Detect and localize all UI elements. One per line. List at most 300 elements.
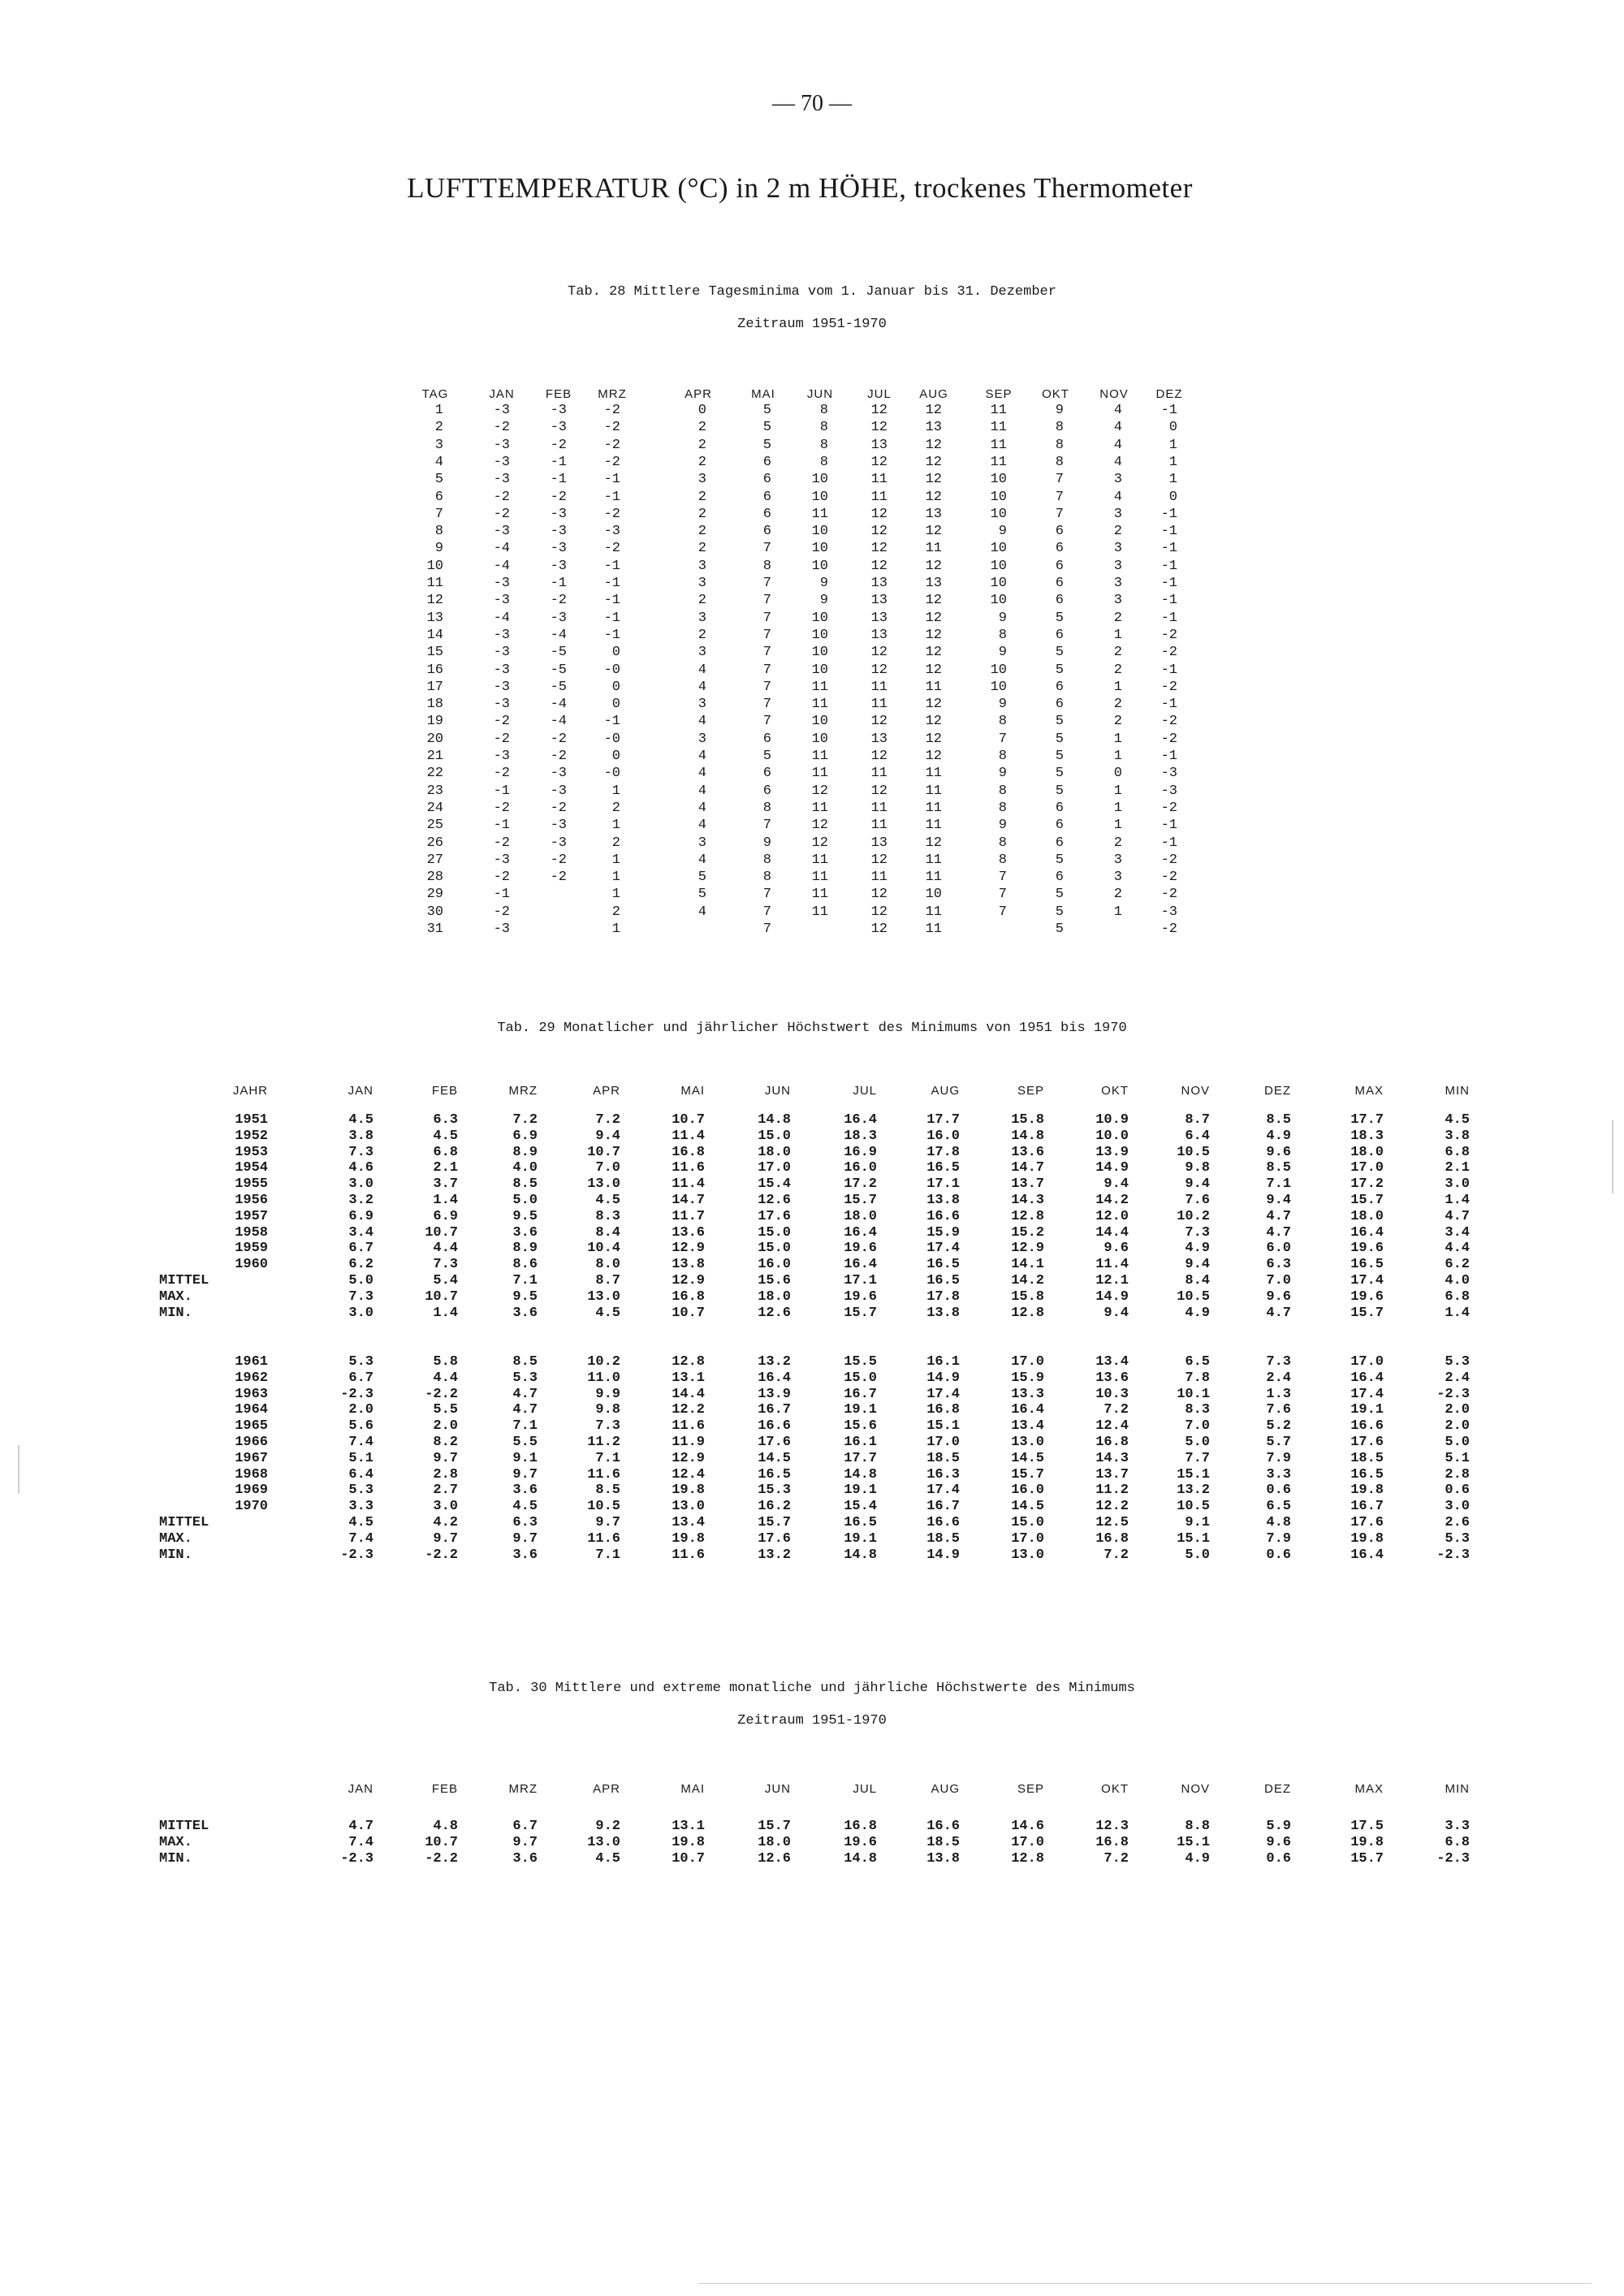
tab29-cell: 0.6 bbox=[1266, 1547, 1291, 1563]
tab28-cell: 1 bbox=[1113, 627, 1122, 643]
tab29-cell: 9.1 bbox=[512, 1450, 538, 1466]
tab28-cell: -3 bbox=[493, 852, 510, 868]
tab29-cell: -2.3 bbox=[340, 1386, 374, 1402]
tab28-cell: 12 bbox=[925, 627, 942, 643]
tab29-cell: 15.6 bbox=[844, 1418, 877, 1435]
tab29-cell: 13.4 bbox=[1095, 1354, 1129, 1370]
tab29-cell: 15.8 bbox=[1011, 1288, 1044, 1305]
tab28-cell: -1 bbox=[1160, 403, 1177, 418]
tab28-cell: -3 bbox=[1160, 904, 1177, 920]
tab28-cell: 7 bbox=[1055, 489, 1064, 505]
tab29-cell: 15.1 bbox=[926, 1418, 960, 1435]
tab29-cell: 8.4 bbox=[595, 1224, 620, 1241]
tab30-cell: 9.6 bbox=[1266, 1834, 1291, 1850]
tab30-cell: -2.2 bbox=[425, 1850, 458, 1867]
tab30-cell: 7.2 bbox=[1104, 1850, 1129, 1867]
tab29-cell: 14.8 bbox=[844, 1466, 877, 1482]
tab29-cell: 16.6 bbox=[1350, 1418, 1384, 1435]
tab28-cell: 12 bbox=[870, 541, 888, 557]
tab29-cell: 1.4 bbox=[433, 1305, 458, 1321]
tab29-cell: 13.2 bbox=[1177, 1482, 1210, 1499]
tab28-cell: 27 bbox=[426, 852, 443, 868]
tab29-cell: 13.7 bbox=[1095, 1466, 1129, 1482]
tab30-cell: 12.6 bbox=[758, 1850, 791, 1867]
tab29-cell: 17.2 bbox=[1350, 1176, 1384, 1193]
tab28-cell: 12 bbox=[925, 524, 942, 540]
tab29-header-apr: APR bbox=[593, 1084, 620, 1098]
tab29-cell: 17.6 bbox=[1350, 1515, 1384, 1530]
tab29-cell: 13.8 bbox=[672, 1257, 705, 1273]
tab29-header-max: MAX bbox=[1354, 1084, 1384, 1098]
tab28-cell: -1 bbox=[603, 627, 620, 643]
tab29-cell: 12.8 bbox=[1011, 1305, 1044, 1321]
tab29-cell: 9.7 bbox=[512, 1466, 538, 1482]
tab29-cell: 15.0 bbox=[844, 1370, 877, 1386]
tab28-cell: 6 bbox=[1055, 524, 1064, 540]
tab29-cell: 7.1 bbox=[512, 1418, 538, 1435]
tab30-cell: 18.5 bbox=[926, 1834, 960, 1850]
tab29-cell: 3.3 bbox=[348, 1499, 374, 1515]
tab29-cell: 3.0 bbox=[1445, 1499, 1470, 1515]
tab29-cell: 5.5 bbox=[433, 1402, 458, 1418]
tab28-cell: 11 bbox=[925, 783, 942, 799]
tab29-cell: 15.7 bbox=[1350, 1305, 1384, 1321]
tab30-row-label: MIN. bbox=[159, 1850, 192, 1867]
tab28-cell: 6 bbox=[1055, 558, 1064, 574]
tab29-cell: 9.8 bbox=[1185, 1160, 1210, 1176]
tab29-cell: 16.5 bbox=[1350, 1257, 1384, 1273]
tab30-header-aug: AUG bbox=[931, 1782, 960, 1796]
tab29-cell: 0.6 bbox=[1445, 1482, 1470, 1499]
tab29-cell: 13.2 bbox=[758, 1354, 791, 1370]
tab29-cell: 0.6 bbox=[1266, 1482, 1291, 1499]
tab28-cell: -2 bbox=[493, 800, 510, 816]
tab28-cell: 11 bbox=[811, 679, 828, 695]
tab30-cell: 13.0 bbox=[587, 1834, 620, 1850]
tab28-cell: 2 bbox=[1113, 887, 1122, 903]
tab30-cell: -2.3 bbox=[340, 1850, 374, 1867]
tab29-cell: 14.5 bbox=[1011, 1450, 1044, 1466]
tab28-cell: -2 bbox=[603, 403, 620, 418]
tab28-cell: -2 bbox=[1160, 800, 1177, 816]
tab28-cell: 3 bbox=[1113, 852, 1122, 868]
tab28-cell: 12 bbox=[870, 558, 888, 574]
tab29-cell: 4.5 bbox=[1445, 1112, 1470, 1128]
tab29-cell: 16.4 bbox=[1011, 1402, 1044, 1418]
tab28-cell: 5 bbox=[1055, 731, 1064, 747]
tab29-cell: 7.7 bbox=[1185, 1450, 1210, 1466]
tab28-cell: 11 bbox=[925, 870, 942, 886]
tab28-cell: 3 bbox=[1113, 541, 1122, 557]
tab28-cell: 0 bbox=[1168, 420, 1177, 436]
tab29-cell: 19.6 bbox=[1350, 1288, 1384, 1305]
tab29-cell: 18.5 bbox=[926, 1530, 960, 1547]
tab29-cell: 16.9 bbox=[844, 1144, 877, 1160]
tab29-cell: 16.4 bbox=[1350, 1547, 1384, 1563]
tab29-header-sep: SEP bbox=[1017, 1084, 1044, 1098]
tab29-cell: 2.8 bbox=[433, 1466, 458, 1482]
tab30-header-mrz: MRZ bbox=[508, 1782, 538, 1796]
tab29-cell: 9.5 bbox=[512, 1208, 538, 1224]
tab29-cell: 13.4 bbox=[1011, 1418, 1044, 1435]
tab28-cell: -3 bbox=[493, 437, 510, 453]
tab28-cell: 10 bbox=[990, 593, 1007, 609]
tab28-cell: 10 bbox=[925, 887, 942, 903]
tab29-cell: 16.8 bbox=[1095, 1435, 1129, 1450]
tab28-cell: 5 bbox=[1055, 904, 1064, 920]
tab29-cell: 9.4 bbox=[595, 1128, 620, 1144]
tab28-cell: 6 bbox=[762, 524, 771, 540]
tab28-cell: 3 bbox=[698, 697, 706, 713]
tab29-cell: 9.5 bbox=[512, 1288, 538, 1305]
tab29-cell: 11.6 bbox=[672, 1418, 705, 1435]
tab29-cell: 5.3 bbox=[1445, 1354, 1470, 1370]
tab28-header-jul: JUL bbox=[867, 387, 892, 401]
tab28-cell: 4 bbox=[698, 679, 706, 695]
tab30-cell: 15.1 bbox=[1177, 1834, 1210, 1850]
tab29-cell: 9.6 bbox=[1266, 1144, 1291, 1160]
tab29-cell: 7.6 bbox=[1185, 1193, 1210, 1208]
tab28-cell: 9 bbox=[998, 610, 1007, 626]
tab28-cell: 12 bbox=[870, 524, 888, 540]
scan-edge-right bbox=[1612, 1120, 1613, 1193]
tab28-cell: 1 bbox=[1113, 749, 1122, 764]
tab30-cell: 17.5 bbox=[1350, 1819, 1384, 1834]
tab28-cell: 1 bbox=[611, 852, 620, 868]
tab29-cell: 4.2 bbox=[433, 1515, 458, 1530]
tab28-cell: 13 bbox=[870, 731, 888, 747]
tab29-cell: 1969 bbox=[235, 1482, 268, 1499]
tab29-cell: 16.5 bbox=[1350, 1466, 1384, 1482]
tab30-cell: 14.6 bbox=[1011, 1819, 1044, 1834]
tab28-cell: -3 bbox=[493, 403, 510, 418]
tab28-cell: 10 bbox=[811, 610, 828, 626]
tab28-cell: 4 bbox=[1113, 437, 1122, 453]
tab28-cell: 8 bbox=[762, 852, 771, 868]
tab29-cell: 1.4 bbox=[1445, 1305, 1470, 1321]
tab28-cell: 7 bbox=[762, 904, 771, 920]
tab29-cell: 2.0 bbox=[433, 1418, 458, 1435]
tab30-header-okt: OKT bbox=[1101, 1782, 1129, 1796]
tab29-cell: 14.2 bbox=[1095, 1193, 1129, 1208]
tab30-header-max: MAX bbox=[1354, 1782, 1384, 1796]
tab28-cell: 9 bbox=[998, 818, 1007, 834]
tab28-cell: 3 bbox=[1113, 472, 1122, 488]
tab30-cell: -2.3 bbox=[1436, 1850, 1470, 1867]
tab29-cell: 4.0 bbox=[512, 1160, 538, 1176]
tab28-cell: 9 bbox=[998, 697, 1007, 713]
tab28-cell: -3 bbox=[493, 593, 510, 609]
tab28-cell: 7 bbox=[762, 627, 771, 643]
tab28-cell: 12 bbox=[925, 489, 942, 505]
tab28-cell: 14 bbox=[426, 627, 443, 643]
tab29-cell: 3.0 bbox=[433, 1499, 458, 1515]
tab29-cell: 7.1 bbox=[595, 1547, 620, 1563]
tab29-cell: 4.5 bbox=[433, 1128, 458, 1144]
tab28-cell: 7 bbox=[762, 921, 771, 937]
tab29-cell: 5.4 bbox=[433, 1273, 458, 1288]
tab28-cell: 9 bbox=[998, 645, 1007, 661]
tab29-cell: 15.5 bbox=[844, 1354, 877, 1370]
tab29-cell: 6.2 bbox=[1445, 1257, 1470, 1273]
tab28-cell: 6 bbox=[434, 489, 443, 505]
tab29-cell: 6.4 bbox=[1185, 1128, 1210, 1144]
tab29-cell: 12.9 bbox=[1011, 1241, 1044, 1257]
tab29-cell: 14.2 bbox=[1011, 1273, 1044, 1288]
tab29-cell: 12.9 bbox=[672, 1450, 705, 1466]
tab28-cell: 7 bbox=[762, 662, 771, 678]
tab29-cell: 18.0 bbox=[758, 1288, 791, 1305]
tab29-cell: 5.6 bbox=[348, 1418, 374, 1435]
tab29-row-label: MAX. bbox=[159, 1288, 192, 1305]
tab28-cell: 28 bbox=[426, 870, 443, 886]
tab28-cell: 13 bbox=[870, 610, 888, 626]
tab29-cell: 7.0 bbox=[1185, 1418, 1210, 1435]
tab29-cell: 9.7 bbox=[433, 1530, 458, 1547]
tab29-cell: 7.8 bbox=[1185, 1370, 1210, 1386]
tab29-cell: 14.3 bbox=[1011, 1193, 1044, 1208]
tab29-cell: -2.3 bbox=[1436, 1547, 1470, 1563]
tab29-cell: 4.5 bbox=[595, 1305, 620, 1321]
tab29-cell: 16.1 bbox=[926, 1354, 960, 1370]
tab30-cell: 15.7 bbox=[1350, 1850, 1384, 1867]
tab28-cell: 13 bbox=[925, 576, 942, 591]
tab29-cell: 19.6 bbox=[1350, 1241, 1384, 1257]
tab30-cell: 7.4 bbox=[348, 1834, 374, 1850]
tab29-cell: 17.8 bbox=[926, 1144, 960, 1160]
tab29-cell: 14.4 bbox=[1095, 1224, 1129, 1241]
tab29-cell: 17.6 bbox=[1350, 1435, 1384, 1450]
tab28-cell: 1 bbox=[1113, 818, 1122, 834]
tab28-cell: -2 bbox=[1160, 887, 1177, 903]
tab30-cell: 6.8 bbox=[1445, 1834, 1470, 1850]
tab28-cell: -2 bbox=[1160, 714, 1177, 730]
tab28-cell: -1 bbox=[603, 576, 620, 591]
tab29-cell: 18.3 bbox=[844, 1128, 877, 1144]
tab29-cell: 6.8 bbox=[1445, 1144, 1470, 1160]
tab29-cell: 11.4 bbox=[672, 1176, 705, 1193]
tab29-cell: 12.5 bbox=[1095, 1515, 1129, 1530]
tab29-cell: 6.9 bbox=[348, 1208, 374, 1224]
tab28-cell: -3 bbox=[550, 420, 567, 436]
tab29-cell: 10.7 bbox=[425, 1288, 458, 1305]
tab29-cell: 11.4 bbox=[1095, 1257, 1129, 1273]
tab28-cell: 10 bbox=[811, 541, 828, 557]
tab28-cell: 5 bbox=[762, 749, 771, 764]
tab29-cell: 3.6 bbox=[512, 1305, 538, 1321]
tab29-cell: 2.8 bbox=[1445, 1466, 1470, 1482]
tab28-cell: 11 bbox=[870, 800, 888, 816]
tab28-cell: 10 bbox=[426, 558, 443, 574]
tab29-cell: 5.3 bbox=[348, 1482, 374, 1499]
tab29-header-mrz: MRZ bbox=[508, 1084, 538, 1098]
tab28-cell: -1 bbox=[550, 472, 567, 488]
tab29-cell: 19.8 bbox=[1350, 1530, 1384, 1547]
tab28-cell: 7 bbox=[998, 870, 1007, 886]
tab29-cell: 2.6 bbox=[1445, 1515, 1470, 1530]
tab28-cell: 5 bbox=[1055, 714, 1064, 730]
tab28-cell: 11 bbox=[811, 870, 828, 886]
tab29-cell: 13.2 bbox=[758, 1547, 791, 1563]
tab29-cell: 19.8 bbox=[1350, 1482, 1384, 1499]
tab29-cell: 1956 bbox=[235, 1193, 268, 1208]
tab28-cell: 2 bbox=[611, 800, 620, 816]
tab28-cell: 1 bbox=[1113, 800, 1122, 816]
tab28-cell: 12 bbox=[925, 558, 942, 574]
tab28-cell: -2 bbox=[1160, 679, 1177, 695]
tab28-cell: 9 bbox=[819, 576, 828, 591]
tab28-cell: 7 bbox=[762, 576, 771, 591]
tab29-row-label: MIN. bbox=[159, 1547, 192, 1563]
tab28-cell: -2 bbox=[1160, 921, 1177, 937]
tab29-cell: 4.0 bbox=[1445, 1273, 1470, 1288]
tab29-cell: 19.8 bbox=[672, 1530, 705, 1547]
tab29-cell: 3.8 bbox=[348, 1128, 374, 1144]
tab28-cell: 5 bbox=[698, 887, 706, 903]
tab30-cell: 4.5 bbox=[595, 1850, 620, 1867]
tab28-cell: -2 bbox=[1160, 870, 1177, 886]
tab28-cell: 2 bbox=[611, 904, 620, 920]
tab29-cell: 16.6 bbox=[926, 1208, 960, 1224]
tab28-cell: 1 bbox=[1168, 472, 1177, 488]
tab29-cell: 7.4 bbox=[348, 1530, 374, 1547]
tab29-cell: 11.6 bbox=[672, 1160, 705, 1176]
tab28-cell: -4 bbox=[493, 610, 510, 626]
tab28-cell: 2 bbox=[698, 627, 706, 643]
tab28-cell: 12 bbox=[925, 454, 942, 470]
tab29-cell: 13.3 bbox=[1011, 1386, 1044, 1402]
tab28-cell: 7 bbox=[762, 610, 771, 626]
tab29-cell: 17.0 bbox=[926, 1435, 960, 1450]
tab29-cell: 7.0 bbox=[595, 1160, 620, 1176]
tab29-cell: 13.0 bbox=[587, 1288, 620, 1305]
tab29-cell: 17.4 bbox=[1350, 1386, 1384, 1402]
tab29-cell: 17.0 bbox=[1350, 1354, 1384, 1370]
tab28-cell: -4 bbox=[493, 558, 510, 574]
tab29-cell: 6.8 bbox=[1445, 1288, 1470, 1305]
tab29-cell: 17.7 bbox=[1350, 1112, 1384, 1128]
tab28-cell: -5 bbox=[550, 679, 567, 695]
tab29-cell: 13.6 bbox=[672, 1224, 705, 1241]
tab29-cell: 7.3 bbox=[595, 1418, 620, 1435]
tab28-cell: 6 bbox=[1055, 627, 1064, 643]
tab29-cell: 14.9 bbox=[926, 1370, 960, 1386]
tab29-cell: 1957 bbox=[235, 1208, 268, 1224]
tab29-cell: 3.6 bbox=[512, 1547, 538, 1563]
tab29-cell: 6.9 bbox=[512, 1128, 538, 1144]
tab29-cell: 1.4 bbox=[433, 1193, 458, 1208]
scan-edge-bottom bbox=[698, 2283, 1592, 2284]
tab29-header-aug: AUG bbox=[931, 1084, 960, 1098]
tab29-cell: 12.6 bbox=[758, 1305, 791, 1321]
tab29-cell: 11.4 bbox=[672, 1128, 705, 1144]
tab28-cell: -3 bbox=[493, 627, 510, 643]
tab30-row-label: MAX. bbox=[159, 1834, 192, 1850]
tab29-cell: 18.0 bbox=[844, 1208, 877, 1224]
tab28-cell: -3 bbox=[493, 576, 510, 591]
tab28-cell: 3 bbox=[1113, 558, 1122, 574]
tab28-cell: -0 bbox=[603, 731, 620, 747]
tab28-cell: 0 bbox=[611, 749, 620, 764]
tab28-cell: 12 bbox=[870, 645, 888, 661]
tab29-cell: 11.0 bbox=[587, 1370, 620, 1386]
tab28-cell: 12 bbox=[925, 593, 942, 609]
tab29-cell: 16.0 bbox=[758, 1257, 791, 1273]
tab29-cell: 15.1 bbox=[1177, 1530, 1210, 1547]
tab29-cell: 14.9 bbox=[1095, 1288, 1129, 1305]
tab28-cell: 11 bbox=[870, 679, 888, 695]
tab30-header-feb: FEB bbox=[431, 1782, 458, 1796]
tab29-cell: 16.4 bbox=[844, 1112, 877, 1128]
tab28-cell: 12 bbox=[870, 403, 888, 418]
tab28-cell: 11 bbox=[990, 454, 1007, 470]
tab28-cell: 1 bbox=[1113, 679, 1122, 695]
tab29-cell: 19.1 bbox=[844, 1402, 877, 1418]
tab28-cell: 7 bbox=[762, 714, 771, 730]
tab28-cell: -2 bbox=[550, 731, 567, 747]
tab29-cell: 15.0 bbox=[758, 1241, 791, 1257]
tab29-cell: 10.2 bbox=[1177, 1208, 1210, 1224]
tab28-cell: -2 bbox=[1160, 731, 1177, 747]
tab28-cell: 8 bbox=[998, 783, 1007, 799]
tab29-cell: 1951 bbox=[235, 1112, 268, 1128]
tab30-header-mai: MAI bbox=[680, 1782, 705, 1796]
tab29-cell: 13.9 bbox=[1095, 1144, 1129, 1160]
tab28-cell: -1 bbox=[1160, 610, 1177, 626]
tab28-cell: -2 bbox=[493, 489, 510, 505]
tab28-cell: 11 bbox=[426, 576, 443, 591]
tab29-cell: 4.7 bbox=[1445, 1208, 1470, 1224]
tab28-cell: 1 bbox=[1113, 904, 1122, 920]
tab29-cell: 10.7 bbox=[587, 1144, 620, 1160]
tab29-cell: 17.6 bbox=[758, 1530, 791, 1547]
tab29-cell: 15.7 bbox=[844, 1193, 877, 1208]
tab28-cell: -3 bbox=[550, 783, 567, 799]
tab29-cell: 14.9 bbox=[926, 1547, 960, 1563]
tab29-cell: 14.8 bbox=[844, 1547, 877, 1563]
tab29-cell: 9.9 bbox=[595, 1386, 620, 1402]
tab28-cell: 5 bbox=[1055, 887, 1064, 903]
tab28-cell: 4 bbox=[698, 800, 706, 816]
tab28-cell: -0 bbox=[603, 766, 620, 782]
tab28-cell: -2 bbox=[493, 506, 510, 522]
tab28-cell: 5 bbox=[1055, 749, 1064, 764]
tab28-cell: 13 bbox=[426, 610, 443, 626]
tab29-cell: 13.7 bbox=[1011, 1176, 1044, 1193]
tab28-cell: 12 bbox=[870, 662, 888, 678]
tab29-cell: 3.3 bbox=[1266, 1466, 1291, 1482]
tab30-caption: Tab. 30 Mittlere und extreme monatliche und jährliche Höchstwerte des Minimums bbox=[489, 1681, 1135, 1696]
tab29-cell: 5.3 bbox=[512, 1370, 538, 1386]
tab28-header-mrz: MRZ bbox=[598, 387, 627, 401]
tab28-cell: 11 bbox=[811, 852, 828, 868]
tab29-cell: -2.3 bbox=[1436, 1386, 1470, 1402]
tab28-cell: -3 bbox=[493, 472, 510, 488]
tab28-cell: 11 bbox=[990, 403, 1007, 418]
tab29-cell: 15.0 bbox=[758, 1128, 791, 1144]
tab28-cell: 2 bbox=[1113, 662, 1122, 678]
tab28-cell: 13 bbox=[870, 627, 888, 643]
tab29-cell: 13.6 bbox=[1011, 1144, 1044, 1160]
tab29-cell: 8.5 bbox=[512, 1354, 538, 1370]
tab29-cell: 16.5 bbox=[926, 1257, 960, 1273]
tab28-cell: 11 bbox=[811, 904, 828, 920]
tab30-cell: 12.8 bbox=[1011, 1850, 1044, 1867]
tab30-cell: 18.0 bbox=[758, 1834, 791, 1850]
tab30-header-nov: NOV bbox=[1181, 1782, 1210, 1796]
tab29-cell: 1953 bbox=[235, 1144, 268, 1160]
tab28-cell: 1 bbox=[1168, 454, 1177, 470]
